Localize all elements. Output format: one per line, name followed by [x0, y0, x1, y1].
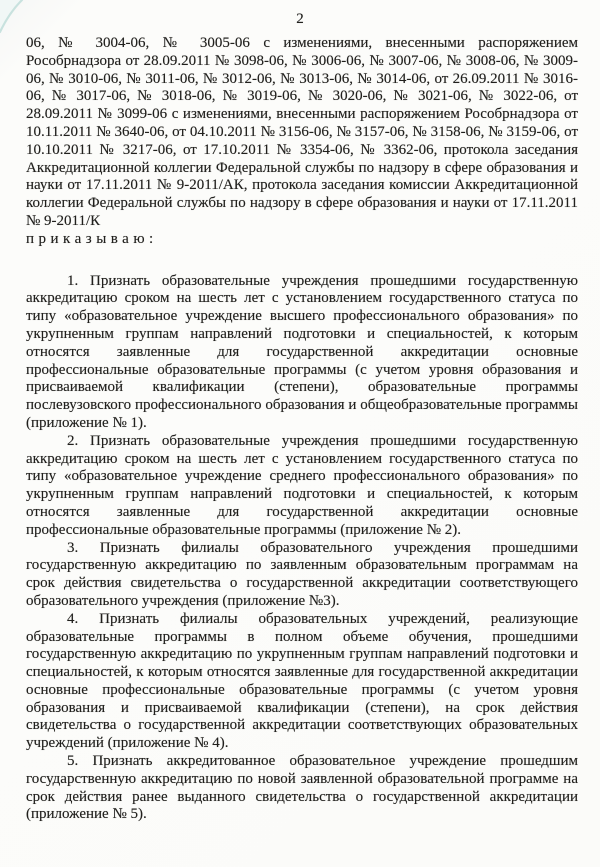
decree-word: приказываю: [26, 230, 158, 247]
order-paragraph-3: 3. Признать филиалы образовательного учреждения прошедшими государственную аккредитацию по заявленным образовательным программам на срок действия свидетельства о государственной аккредитации соответствующего образовательного учреждения (приложение №3). [26, 539, 578, 609]
scan-corner-artifact [0, 0, 36, 36]
intro-paragraph: 06, № 3004-06, № 3005-06 с изменениями, внесенными распоряжением Рособрнадзора от 28.09.2011 № 3098-06, № 3006-06, № 3007-06, № 3008-06, № 3009-06, № 3010-06, № 3011-06, № 3012-06, № 3013-06, № 3014-06, от 26.09.2011 № 3016-06, № 3017-06, № 3018-06, № 3019-06, № 3020-06, № 3021-06, № 3022-06, от 28.09.2011 № 3099-06 с изменениями, внесенными распоряжением Рособрнадзора от 10.11.2011 № 3640-06, от 04.10.2011 № 3156-06, № 3157-06, № 3158-06, № 3159-06, от 10.10.2011 № 3217-06, от 17.10.2011 № 3354-06, № 3362-06, протокола заседания Аккредитационной коллегии Федеральной службы по надзору в сфере образования и науки от 17.11.2011 № 9-2011/АК, протокола заседания комиссии Аккредитационной коллегии Федеральной службы по надзору в сфере образования и науки от 17.11.2011 № 9-2011/К [26, 35, 578, 229]
order-paragraph-2: 2. Признать образовательные учреждения прошедшими государственную аккредитацию сроком на шесть лет с установлением государственного статуса по типу «образовательное учреждение среднего профессионального образования» по укрупненным группам направлений подготовки и специальностей, к которым относятся заявленные для государственной аккредитации основные профессиональные образовательные программы (приложение № 2). [26, 432, 578, 538]
document-body [26, 35, 578, 824]
order-paragraph-4: 4. Признать филиалы образовательных учреждений, реализующие образовательные программы в полном объеме обучения, прошедшими государственную аккредитацию по укрупненным группам направлений подготовки и специальностей, к которым относятся заявленные для государственной аккредитации основные профессиональные образовательные программы (с учетом уровня образования и присваиваемой квалификации (степени), на срок действия свидетельства о государственной аккредитации соответствующих образовательных учреждений (приложение № 4). [26, 610, 578, 752]
order-paragraph-5: 5. Признать аккредитованное образовательное учреждение прошедшим государственную аккредитацию по новой заявленной образовательной программе на срок действия ранее выданного свидетельства о государственной аккредитации (приложение № 5). [26, 753, 578, 823]
page-number: 2 [296, 11, 304, 27]
order-paragraph-1: 1. Признать образовательные учреждения прошедшими государственную аккредитацию сроком на шесть лет с установлением государственного статуса по типу «образовательное учреждение высшего профессионального образования» по укрупненным группам направлений подготовки и специальностей, к которым относятся заявленные для государственной аккредитации основные профессиональные образовательные программы (с учетом уровня образования и присваиваемой квалификации (степени), образовательные программы послевузовского профессионального образования и общеобразовательные программы (приложение № 1). [26, 272, 578, 431]
